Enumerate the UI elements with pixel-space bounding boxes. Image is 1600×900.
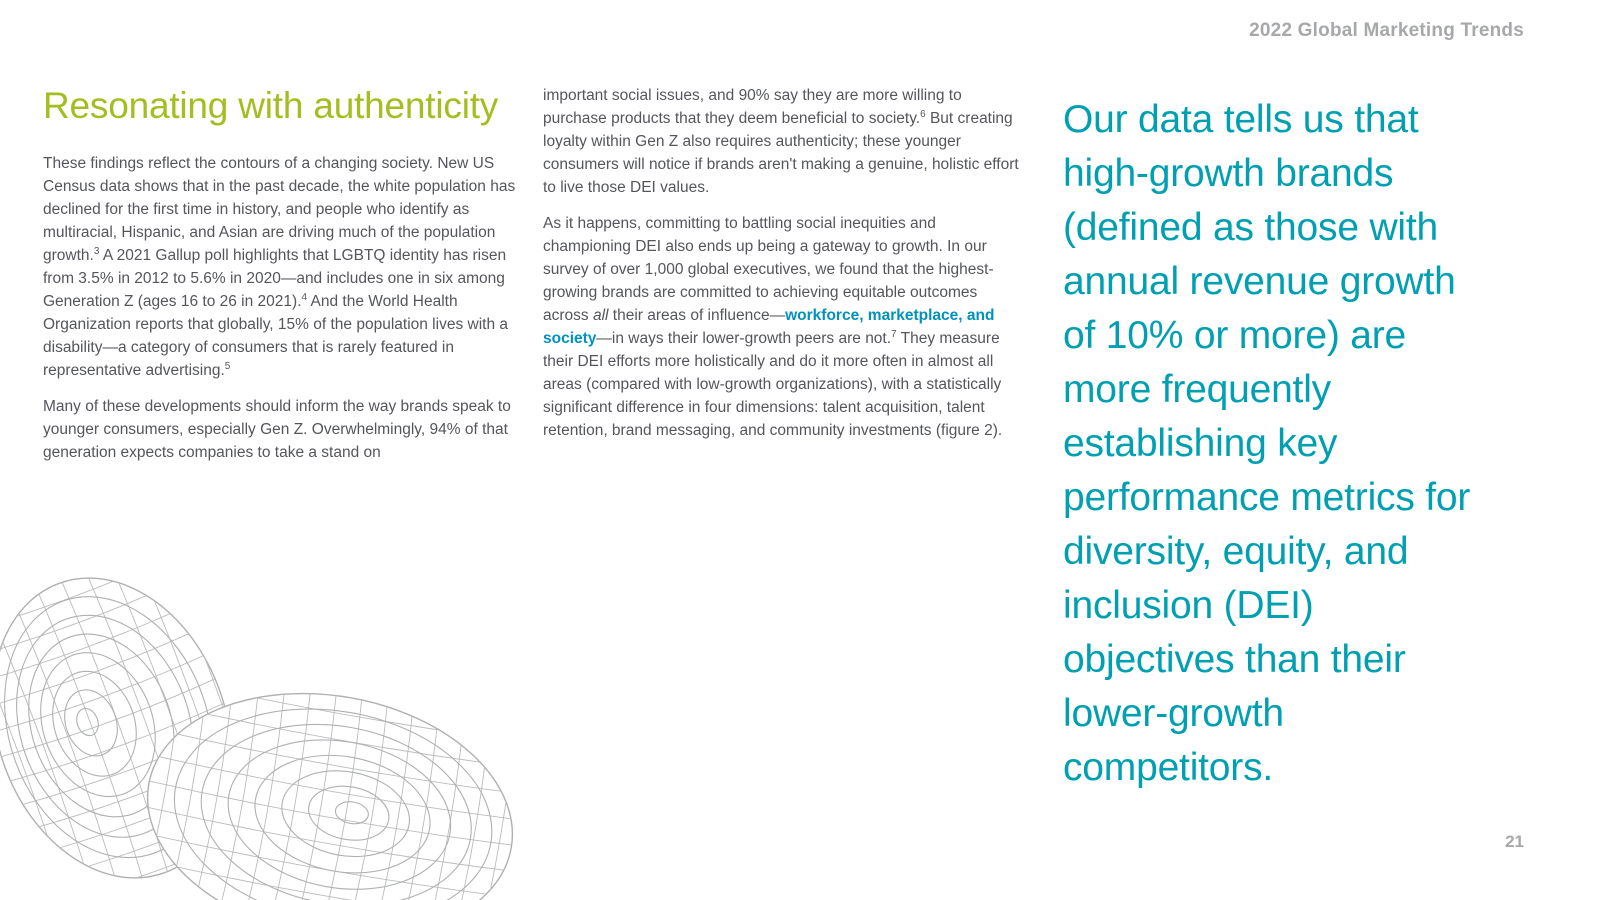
text-segment: And the World Health Organization reports that globally, 15% of the population lives with a disability—a category of consumers that is rarely featured in representative advertising. [43,293,508,379]
text-segment: But creating loyalty within Gen Z also requires authenticity; these younger consumers will notice if brands aren't making a genuine, holistic effort to live those DEI values. [543,110,1019,196]
text-column-right [543,84,1024,455]
footnote-ref: 6 [920,108,926,120]
workforce-marketplace-society-link[interactable]: workforce, marketplace, and society [543,307,995,347]
paragraph [543,84,1024,199]
text-segment: their areas of influence— [608,307,786,324]
footnote-ref: 5 [224,360,231,372]
text-segment: —in ways their lower-growth peers are not. [596,330,892,347]
footnote-ref: 7 [891,328,897,340]
text-segment: They measure their DEI efforts more holistically and do it more often in almost all areas (compared with low-growth organizations), with a statistically significant difference in four dimensions: talent acquisition, talent retention, brand messaging, and community investments (figure 2). [543,330,1003,439]
report-header-title: 2022 Global Marketing Trends [1249,20,1524,41]
text-segment: These findings reflect the contours of a changing society. New US Census data shows that in the past decade, the white population has declined for the first time in history, and people who identify as multiracial, Hispanic, and Asian are driving much of the population growth. [43,155,516,264]
paragraph [543,212,1024,442]
pull-quote: Our data tells us that high-growth brands (defined as those with annual revenue growth of 10% or more) are more frequently establishing key performance metrics for diversity, equity, and inclusion (DEI) objectives than their lower-growth competitors. [1063,98,1471,789]
text-segment: A 2021 Gallup poll highlights that LGBTQ identity has risen from 3.5% in 2012 to 5.6% in 2020—and includes one in six among Generation Z (ages 16 to 26 in 2021). [43,247,507,310]
paragraph [43,152,523,382]
text-segment: important social issues, and 90% say they are more willing to purchase products that they deem beneficial to society. [543,87,962,127]
page-number: 21 [1505,832,1524,851]
paragraph: Many of these developments should inform the way brands speak to younger consumers, especially Gen Z. Overwhelmingly, 94% of that generation expects companies to take a stand on [43,398,511,461]
footnote-ref: 4 [301,291,308,303]
footnote-ref: 3 [93,245,100,257]
text-segment-italic: all [592,307,609,324]
pebble-wireframe-illustration [0,552,540,900]
text-segment: As it happens, committing to battling social inequities and championing DEI also ends up being a gateway to growth. In our survey of over 1,000 global executives, we found that the highest-growing brands are committed to achieving equitable outcomes across [543,215,994,324]
article-title: Resonating with authenticity [43,85,499,126]
text-column-left [43,84,523,477]
